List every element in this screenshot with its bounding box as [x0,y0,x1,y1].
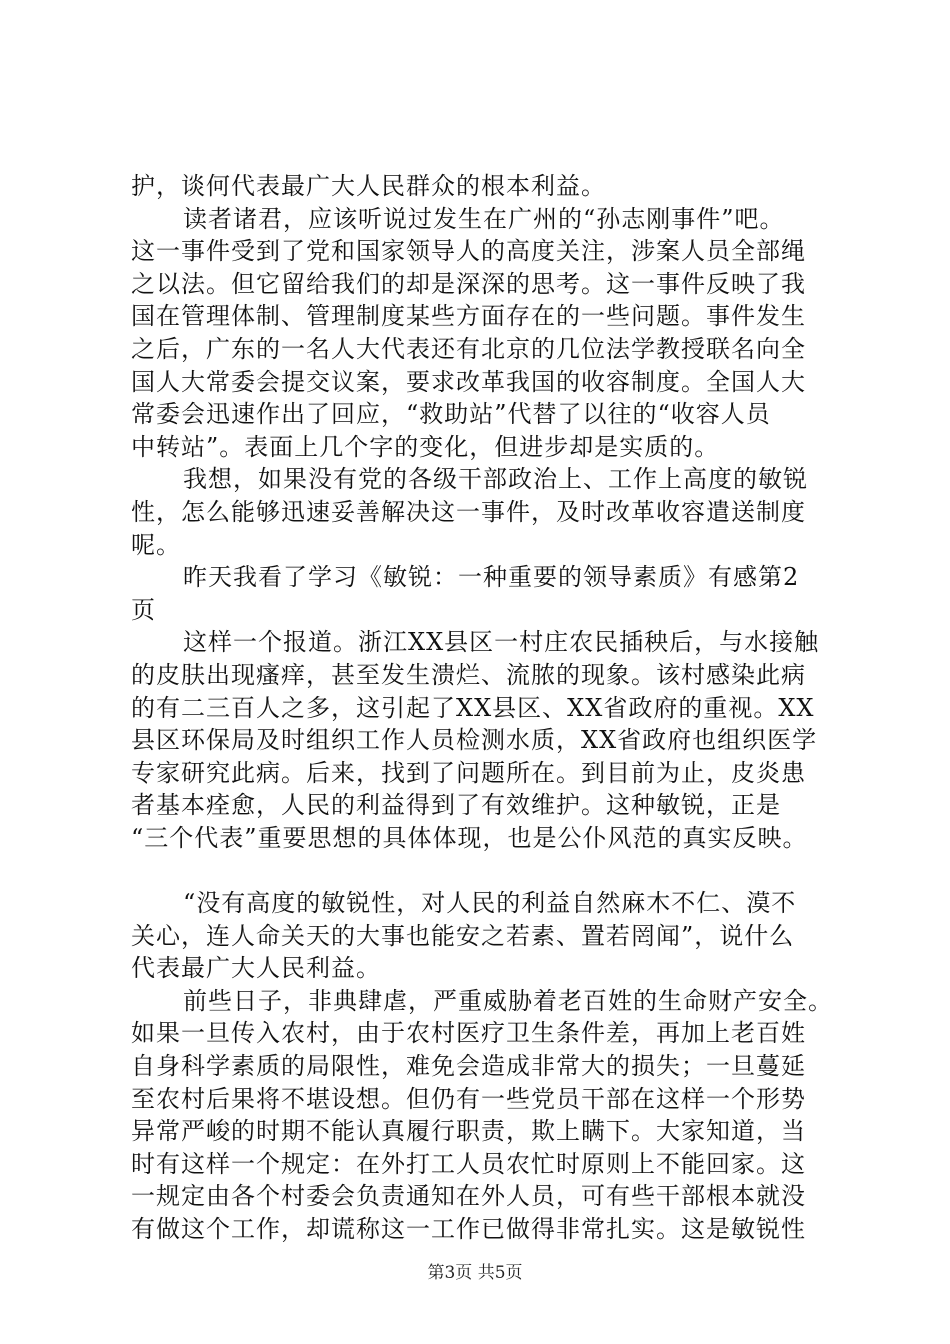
text-line: 护，谈何代表最广大人民群众的根本利益。 [131,172,606,200]
text-line: 有做这个工作，却谎称这一工作已做得非常扎实。这是敏锐性 [131,1215,806,1243]
text-line: 我想，如果没有党的各级干部政治上、工作上高度的敏锐 [183,465,808,494]
text-line: 前些日子，非典肆虐，严重威胁着老百姓的生命财产安全。 [183,986,833,1015]
page-number: 第3页 共5页 [427,1263,523,1283]
document-body [131,170,831,1246]
text-line: 之后，广东的一名人大代表还有北京的几位法学教授联名向全 [131,334,806,363]
page-footer [0,1258,950,1283]
text-line: 如果一旦传入农村，由于农村医疗卫生条件差，再加上老百姓 [131,1019,806,1048]
text-line: 至农村后果将不堪设想。但仍有一些党员干部在这样一个形势 [131,1084,806,1113]
text-line: 自身科学素质的局限性，难免会造成非常大的损失；一旦蔓延 [131,1052,806,1081]
text-line: 昨天我看了学习《敏锐：一种重要的领导素质》有感第2 [183,563,800,592]
text-line: 者基本痊愈，人民的利益得到了有效维护。这种敏锐，正是 [131,791,781,820]
text-line: 读者诸君，应该听说过发生在广州的“孙志刚事件”吧。 [183,204,785,233]
text-line: 常委会迅速作出了回应，“救助站”代替了以往的“收容人员 [131,400,771,429]
text-line: “没有高度的敏锐性，对人民的利益自然麻木不仁、漠不 [183,889,797,918]
text-line: 中转站”。表面上几个字的变化，但进步却是实质的。 [131,432,720,461]
text-line: 的皮肤出现瘙痒，甚至发生溃烂、流脓的现象。该村感染此病 [131,660,806,689]
text-line: 国人大常委会提交议案，要求改革我国的收容制度。全国人大 [131,367,806,396]
text-line: 呢。 [131,530,181,559]
text-line: 时有这样一个规定：在外打工人员农忙时原则上不能回家。这 [131,1149,806,1178]
text-line: 县区环保局及时组织工作人员检测水质，XX省政府也组织医学 [131,726,818,755]
text-line: 代表最广大人民利益。 [131,954,381,983]
text-line: 之以法。但它留给我们的却是深深的思考。这一事件反映了我 [131,269,806,298]
text-line: 的有二三百人之多，这引起了XX县区、XX省政府的重视。XX [131,693,815,722]
text-line: 专家研究此病。后来，找到了问题所在。到目前为止，皮炎患 [131,758,806,787]
text-line: 页 [131,595,156,624]
text-line: 异常严峻的时期不能认真履行职责，欺上瞒下。大家知道，当 [131,1117,806,1146]
text-line: 这样一个报道。浙江XX县区一村庄农民插秧后，与水接触 [183,628,820,657]
text-line: 性，怎么能够迅速妥善解决这一事件，及时改革收容遣送制度 [131,497,806,526]
text-line: 一规定由各个村委会负责通知在外人员，可有些干部根本就没 [131,1182,806,1211]
text-line: 关心，连人命关天的大事也能安之若素、置若罔闻”，说什么 [131,921,795,950]
paragraph-gap [131,854,831,887]
text-line: 这一事件受到了党和国家领导人的高度关注，涉案人员全部绳 [131,237,806,266]
text-line: 国在管理体制、管理制度某些方面存在的一些问题。事件发生 [131,302,806,331]
text-line: “三个代表”重要思想的具体体现，也是公仆风范的真实反映。 [131,823,808,852]
